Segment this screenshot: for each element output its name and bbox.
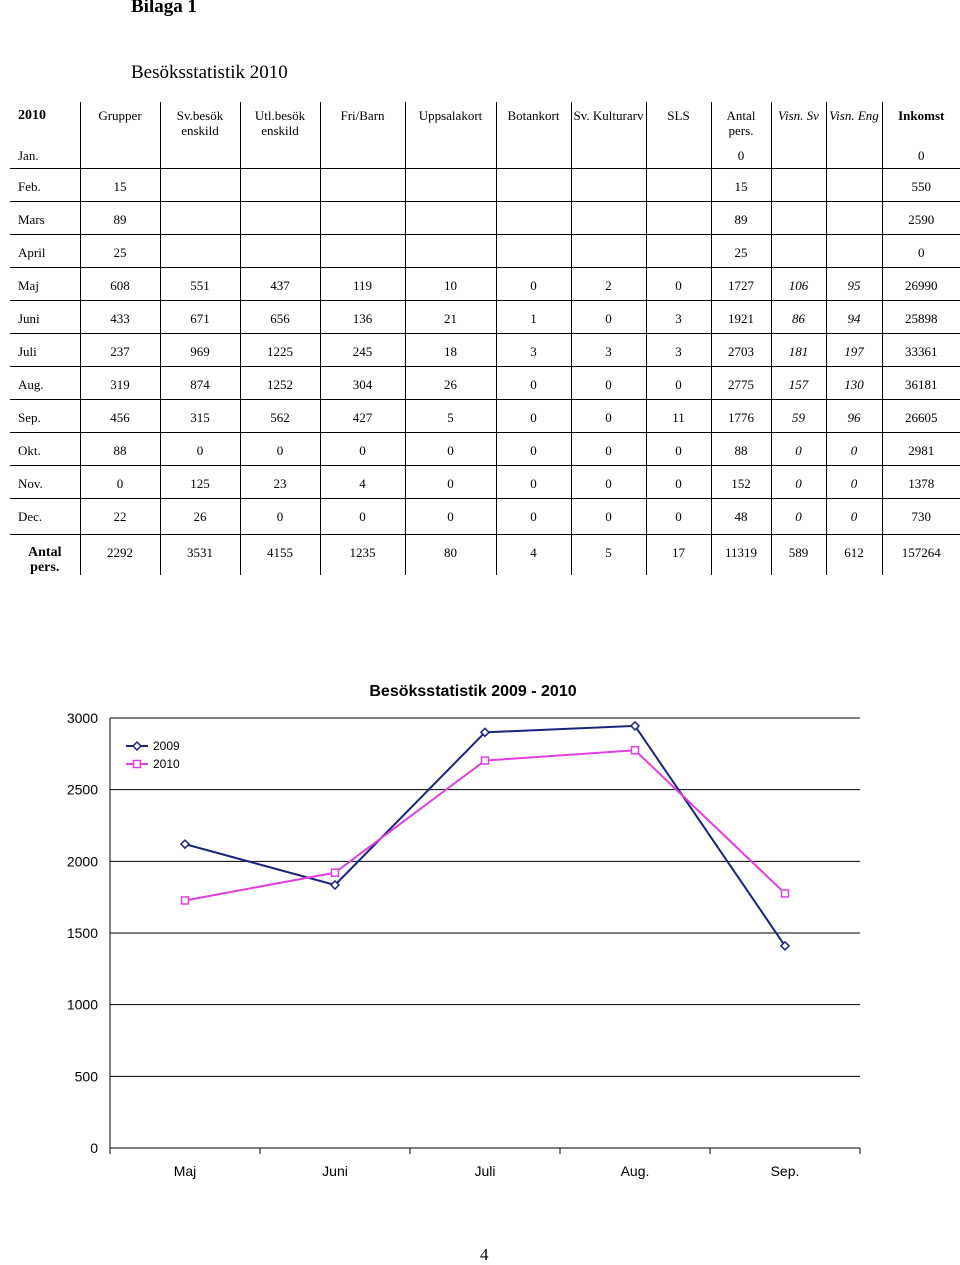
table-cell: 26 [160, 498, 240, 534]
table-cell: 26 [405, 366, 496, 399]
table-cell [496, 138, 571, 168]
table-cell: 0 [405, 498, 496, 534]
table-cell: 1225 [240, 333, 320, 366]
total-cell: 5 [571, 534, 646, 575]
table-cell: 0 [826, 432, 882, 465]
total-cell: 11319 [711, 534, 771, 575]
table-cell: 4 [320, 465, 405, 498]
month-cell: Aug. [10, 366, 80, 399]
table-cell: 5 [405, 399, 496, 432]
table-cell: 10 [405, 267, 496, 300]
table-cell: 874 [160, 366, 240, 399]
table-cell: 656 [240, 300, 320, 333]
table-cell: 86 [771, 300, 826, 333]
table-cell: 2 [571, 267, 646, 300]
table-cell [160, 201, 240, 234]
table-cell: 48 [711, 498, 771, 534]
table-cell: 26990 [882, 267, 960, 300]
table-cell: 0 [496, 432, 571, 465]
table-row [10, 432, 960, 465]
total-cell: 2292 [80, 534, 160, 575]
data-point-2010 [632, 747, 639, 754]
table-cell: 119 [320, 267, 405, 300]
column-header: Antal pers. [711, 102, 771, 138]
table-cell: 0 [711, 138, 771, 168]
column-header: Uppsalakort [405, 102, 496, 138]
month-cell: Sep. [10, 399, 80, 432]
data-point-2009 [181, 840, 189, 848]
table-cell: 730 [882, 498, 960, 534]
table-cell: 25898 [882, 300, 960, 333]
table-cell: 96 [826, 399, 882, 432]
table-cell [405, 138, 496, 168]
x-tick-label: Juli [474, 1163, 496, 1179]
table-cell: 89 [711, 201, 771, 234]
table-cell [771, 168, 826, 201]
table-row [10, 267, 960, 300]
table-row [10, 234, 960, 267]
column-header: Botankort [496, 102, 571, 138]
table-cell: 0 [496, 366, 571, 399]
table-cell [646, 201, 711, 234]
table-cell: 0 [771, 432, 826, 465]
table-cell: 1727 [711, 267, 771, 300]
table-cell: 0 [646, 366, 711, 399]
page-number: 4 [480, 1245, 489, 1264]
table-row [10, 333, 960, 366]
column-header: Grupper [80, 102, 160, 138]
table-cell: 152 [711, 465, 771, 498]
legend-marker [134, 761, 141, 768]
page-title: Besöksstatistik 2010 [131, 62, 288, 83]
table-cell: 427 [320, 399, 405, 432]
table-cell: 315 [160, 399, 240, 432]
table-cell [571, 201, 646, 234]
table-cell: 671 [160, 300, 240, 333]
table-cell: 245 [320, 333, 405, 366]
y-tick-label: 1000 [66, 996, 98, 1013]
table-cell: 304 [320, 366, 405, 399]
table-cell [646, 234, 711, 267]
table-row [10, 366, 960, 399]
table-cell: 0 [646, 498, 711, 534]
column-header: Sv.besök enskild [160, 102, 240, 138]
chart-title: Besöksstatistik 2009 - 2010 [369, 683, 577, 700]
total-cell: 4155 [240, 534, 320, 575]
table-cell: 25 [80, 234, 160, 267]
table-cell: 608 [80, 267, 160, 300]
table-cell: 0 [160, 432, 240, 465]
table-cell [496, 234, 571, 267]
table-cell: 2703 [711, 333, 771, 366]
table-cell [405, 201, 496, 234]
table-cell: 0 [496, 498, 571, 534]
table-cell: 0 [771, 465, 826, 498]
table-cell [80, 138, 160, 168]
table-cell: 15 [711, 168, 771, 201]
visitor-line-chart [0, 660, 960, 1220]
x-tick-label: Sep. [770, 1163, 800, 1179]
table-cell: 0 [320, 498, 405, 534]
month-cell: Nov. [10, 465, 80, 498]
table-cell: 319 [80, 366, 160, 399]
table-cell: 0 [496, 267, 571, 300]
table-cell: 0 [405, 465, 496, 498]
table-cell: 0 [571, 498, 646, 534]
legend-marker [133, 742, 141, 750]
table-cell: 0 [240, 432, 320, 465]
table-cell [160, 234, 240, 267]
table-cell [571, 168, 646, 201]
table-row [10, 465, 960, 498]
total-cell: 3531 [160, 534, 240, 575]
table-cell: 11 [646, 399, 711, 432]
table-cell [771, 234, 826, 267]
table-row [10, 201, 960, 234]
month-cell: Okt. [10, 432, 80, 465]
y-tick-label: 3000 [66, 710, 98, 726]
total-cell: 4 [496, 534, 571, 575]
table-cell: 22 [80, 498, 160, 534]
column-header: Utl.besök enskild [240, 102, 320, 138]
month-cell: Juni [10, 300, 80, 333]
total-cell: 17 [646, 534, 711, 575]
table-cell: 456 [80, 399, 160, 432]
table-cell: 3 [496, 333, 571, 366]
data-point-2010 [182, 897, 189, 904]
appendix-label: Bilaga 1 [131, 0, 197, 17]
table-cell: 1378 [882, 465, 960, 498]
table-cell: 25 [711, 234, 771, 267]
table-row [10, 168, 960, 201]
month-cell: Mars [10, 201, 80, 234]
table-cell: 94 [826, 300, 882, 333]
table-cell [320, 234, 405, 267]
table-cell: 1921 [711, 300, 771, 333]
table-cell [571, 138, 646, 168]
table-cell [160, 138, 240, 168]
table-cell: 0 [646, 465, 711, 498]
totals-label: Antal pers. [28, 544, 62, 575]
table-cell: 95 [826, 267, 882, 300]
table-cell [320, 168, 405, 201]
table-cell: 0 [320, 432, 405, 465]
total-cell: 1235 [320, 534, 405, 575]
table-cell: 89 [80, 201, 160, 234]
table-cell: 0 [826, 498, 882, 534]
data-point-2010 [332, 869, 339, 876]
table-cell: 157 [771, 366, 826, 399]
table-cell [826, 201, 882, 234]
table-cell: 136 [320, 300, 405, 333]
table-cell [771, 138, 826, 168]
y-tick-label: 1500 [66, 925, 98, 941]
table-cell: 88 [80, 432, 160, 465]
table-cell [826, 234, 882, 267]
table-cell: 237 [80, 333, 160, 366]
table-cell: 2775 [711, 366, 771, 399]
table-cell [771, 201, 826, 234]
column-header: Fri/Barn [320, 102, 405, 138]
total-cell: 157264 [882, 534, 960, 575]
table-cell: 15 [80, 168, 160, 201]
table-cell: 88 [711, 432, 771, 465]
column-header: Visn. Eng [826, 102, 882, 138]
table-cell: 0 [496, 399, 571, 432]
year-header: 2010 [18, 108, 46, 123]
table-cell [826, 138, 882, 168]
month-cell: Maj [10, 267, 80, 300]
table-cell: 0 [405, 432, 496, 465]
table-cell: 550 [882, 168, 960, 201]
table-cell: 0 [882, 234, 960, 267]
table-cell: 26605 [882, 399, 960, 432]
table-cell: 23 [240, 465, 320, 498]
y-tick-label: 0 [90, 1140, 98, 1156]
month-cell: Juli [10, 333, 80, 366]
table-cell: 0 [571, 399, 646, 432]
column-header: SLS [646, 102, 711, 138]
table-cell: 181 [771, 333, 826, 366]
month-cell: Feb. [10, 168, 80, 201]
column-header: Sv. Kulturarv [571, 102, 646, 138]
total-cell: 612 [826, 534, 882, 575]
x-tick-label: Maj [173, 1163, 197, 1179]
table-cell [571, 234, 646, 267]
table-cell: 0 [882, 138, 960, 168]
table-cell: 125 [160, 465, 240, 498]
table-cell: 0 [826, 465, 882, 498]
table-cell: 59 [771, 399, 826, 432]
total-cell: 80 [405, 534, 496, 575]
table-cell: 106 [771, 267, 826, 300]
totals-row [10, 534, 960, 575]
table-cell [826, 168, 882, 201]
table-cell [240, 168, 320, 201]
table-cell: 551 [160, 267, 240, 300]
month-cell: April [10, 234, 80, 267]
series-line-2010 [185, 750, 785, 900]
total-cell: 589 [771, 534, 826, 575]
table-cell: 130 [826, 366, 882, 399]
table-cell: 2981 [882, 432, 960, 465]
table-cell [320, 201, 405, 234]
table-cell: 36181 [882, 366, 960, 399]
table-cell [646, 168, 711, 201]
table-cell: 18 [405, 333, 496, 366]
table-cell [496, 168, 571, 201]
x-tick-label: Juni [322, 1163, 348, 1179]
statistics-table [10, 102, 960, 575]
table-cell: 969 [160, 333, 240, 366]
table-cell: 437 [240, 267, 320, 300]
table-cell [320, 138, 405, 168]
header-row [10, 102, 960, 138]
table-cell: 562 [240, 399, 320, 432]
legend-label: 2009 [153, 739, 180, 753]
table-cell: 1252 [240, 366, 320, 399]
table-cell [405, 168, 496, 201]
table-cell: 0 [571, 366, 646, 399]
x-tick-label: Aug. [620, 1163, 650, 1179]
table-cell: 0 [496, 465, 571, 498]
table-cell: 0 [646, 432, 711, 465]
table-cell: 0 [571, 432, 646, 465]
table-cell [240, 138, 320, 168]
data-point-2010 [782, 890, 789, 897]
table-cell [240, 201, 320, 234]
y-tick-label: 2000 [66, 853, 98, 870]
y-tick-label: 500 [74, 1068, 98, 1085]
table-cell: 21 [405, 300, 496, 333]
data-point-2010 [482, 757, 489, 764]
table-cell [496, 201, 571, 234]
table-cell: 3 [646, 333, 711, 366]
column-header: Visn. Sv [771, 102, 826, 138]
table-row [10, 138, 960, 168]
table-cell: 433 [80, 300, 160, 333]
table-cell: 0 [571, 300, 646, 333]
month-cell: Jan. [10, 138, 80, 168]
table-cell: 0 [571, 465, 646, 498]
table-cell: 0 [240, 498, 320, 534]
table-cell: 2590 [882, 201, 960, 234]
table-cell [240, 234, 320, 267]
table-row [10, 300, 960, 333]
table-cell: 0 [771, 498, 826, 534]
table-cell [646, 138, 711, 168]
table-cell [405, 234, 496, 267]
table-cell: 3 [571, 333, 646, 366]
table-cell: 0 [80, 465, 160, 498]
table-cell: 0 [646, 267, 711, 300]
legend-label: 2010 [153, 757, 180, 771]
table-cell: 1776 [711, 399, 771, 432]
table-cell: 197 [826, 333, 882, 366]
month-cell: Dec. [10, 498, 80, 534]
table-cell: 1 [496, 300, 571, 333]
table-row [10, 498, 960, 534]
table-row [10, 399, 960, 432]
y-tick-label: 2500 [66, 781, 98, 798]
table-cell: 33361 [882, 333, 960, 366]
column-header: Inkomst [882, 102, 960, 138]
table-cell: 3 [646, 300, 711, 333]
table-cell [160, 168, 240, 201]
